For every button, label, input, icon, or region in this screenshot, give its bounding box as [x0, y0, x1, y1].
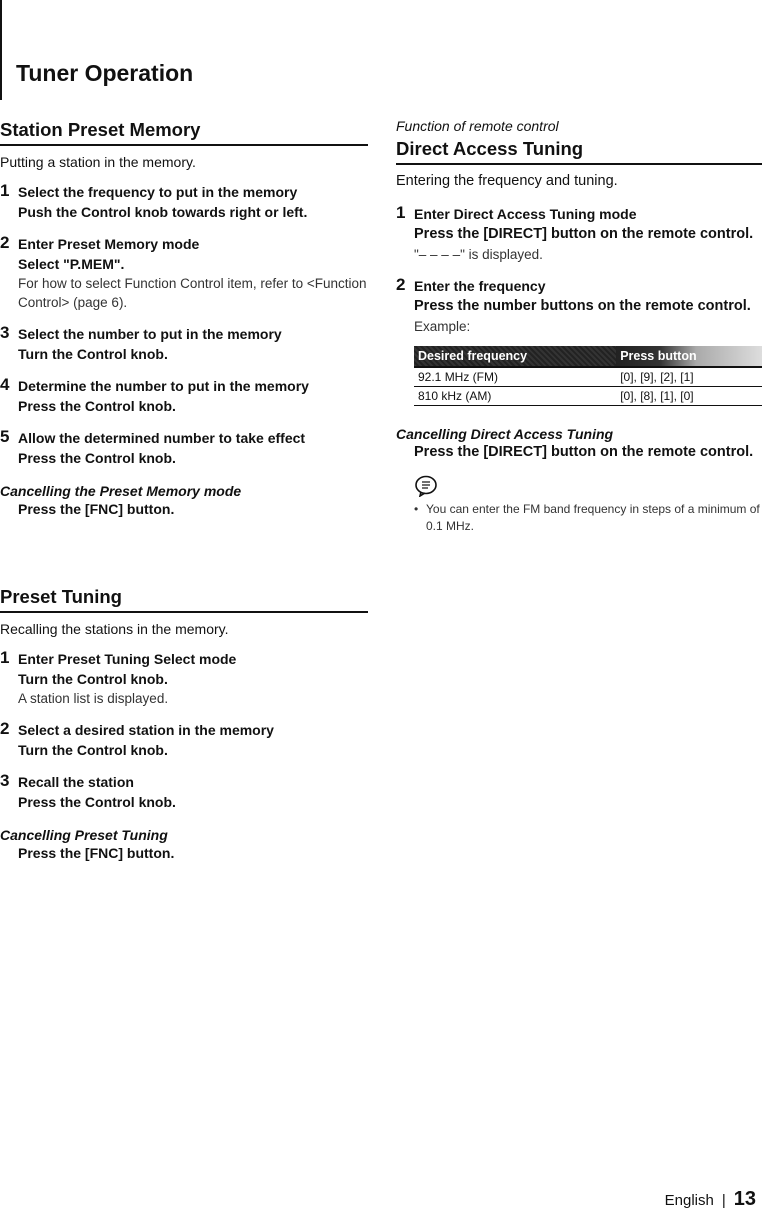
step-number: 2	[0, 719, 10, 738]
step-action: Turn the Control knob.	[18, 346, 168, 362]
step	[0, 773, 368, 812]
section-title: Direct Access Tuning	[396, 137, 762, 165]
step	[0, 721, 368, 760]
step-action: Press the number buttons on the remote control.	[414, 298, 751, 314]
step-action: Push the Control knob towards right or left.	[18, 204, 308, 220]
step-number: 3	[0, 771, 10, 790]
step-heading: Recall the station	[18, 774, 134, 790]
table-cell: 810 kHz (AM)	[414, 387, 616, 406]
step-number: 4	[0, 375, 10, 394]
step-heading: Select the frequency to put in the memory	[18, 184, 298, 200]
step	[0, 429, 368, 468]
step-number: 1	[0, 648, 10, 667]
step-note: For how to select Function Control item, refer to <Function Control> (page 6).	[18, 276, 367, 310]
step-action: Select "P.MEM".	[18, 256, 125, 272]
step	[0, 183, 368, 222]
page-footer	[665, 1188, 756, 1211]
step-note: A station list is displayed.	[18, 691, 169, 706]
step	[396, 277, 762, 336]
step-heading: Determine the number to put in the memory	[18, 378, 309, 394]
section-intro: Entering the frequency and tuning.	[396, 173, 618, 189]
table-row	[414, 387, 762, 406]
section-title: Preset Tuning	[0, 585, 368, 613]
step	[0, 377, 368, 416]
table-header: Desired frequency	[414, 346, 616, 367]
step-heading: Enter Preset Tuning Select mode	[18, 651, 237, 667]
step-number: 3	[0, 323, 10, 342]
example-table	[414, 346, 762, 406]
step-action: Turn the Control knob.	[18, 671, 168, 687]
station-preset-memory-section	[0, 118, 368, 517]
cancel-heading: Cancelling the Preset Memory mode	[0, 483, 242, 499]
step-heading: Enter Preset Memory mode	[18, 236, 200, 252]
table-cell: [0], [8], [1], [0]	[616, 387, 762, 406]
step-action: Turn the Control knob.	[18, 742, 168, 758]
footer-separator: |	[721, 1192, 726, 1209]
table-row	[414, 367, 762, 387]
cancel-action: Press the [FNC] button.	[18, 501, 175, 517]
step-action: Press the Control knob.	[18, 794, 176, 810]
step-heading: Select the number to put in the memory	[18, 326, 282, 342]
step-heading: Allow the determined number to take effect	[18, 430, 306, 446]
preset-tuning-section	[0, 585, 368, 861]
cancel-action: Press the [DIRECT] button on the remote control.	[414, 444, 754, 460]
table-cell: [0], [9], [2], [1]	[616, 367, 762, 387]
step-heading: Enter the frequency	[414, 278, 546, 294]
step	[0, 650, 368, 708]
step-number: 2	[396, 275, 406, 294]
step-note: "– – – –" is displayed.	[414, 247, 543, 262]
right-column	[396, 118, 762, 535]
step	[0, 325, 368, 364]
note-icon	[414, 475, 438, 497]
step	[0, 235, 368, 312]
cancel-heading: Cancelling Direct Access Tuning	[396, 426, 614, 442]
step-number: 2	[0, 233, 10, 252]
section-intro: Recalling the stations in the memory.	[0, 621, 229, 637]
step-action: Press the Control knob.	[18, 398, 176, 414]
footer-language: English	[664, 1192, 714, 1209]
step-number: 5	[0, 427, 10, 446]
step	[396, 205, 762, 264]
page-number: 13	[733, 1188, 756, 1210]
section-intro: Putting a station in the memory.	[0, 154, 196, 170]
cancel-heading: Cancelling Preset Tuning	[0, 827, 168, 843]
step-action: Press the [DIRECT] button on the remote control.	[414, 226, 754, 242]
table-cell: 92.1 MHz (FM)	[414, 367, 616, 387]
cancel-action: Press the [FNC] button.	[18, 845, 175, 861]
step-number: 1	[396, 203, 406, 222]
step-note: Example:	[414, 319, 471, 334]
step-number: 1	[0, 181, 10, 200]
step-heading: Enter Direct Access Tuning mode	[414, 206, 637, 222]
step-action: Press the Control knob.	[18, 450, 176, 466]
page-edge-bar	[0, 0, 2, 100]
table-header: Press button	[616, 346, 762, 367]
note-item: • You can enter the FM band frequency in steps of a minimum of 0.1 MHz.	[414, 501, 762, 535]
left-column	[0, 118, 368, 861]
section-title: Station Preset Memory	[0, 118, 368, 146]
page-title: Tuner Operation	[16, 60, 194, 86]
remote-control-label: Function of remote control	[396, 118, 559, 134]
step-heading: Select a desired station in the memory	[18, 722, 274, 738]
